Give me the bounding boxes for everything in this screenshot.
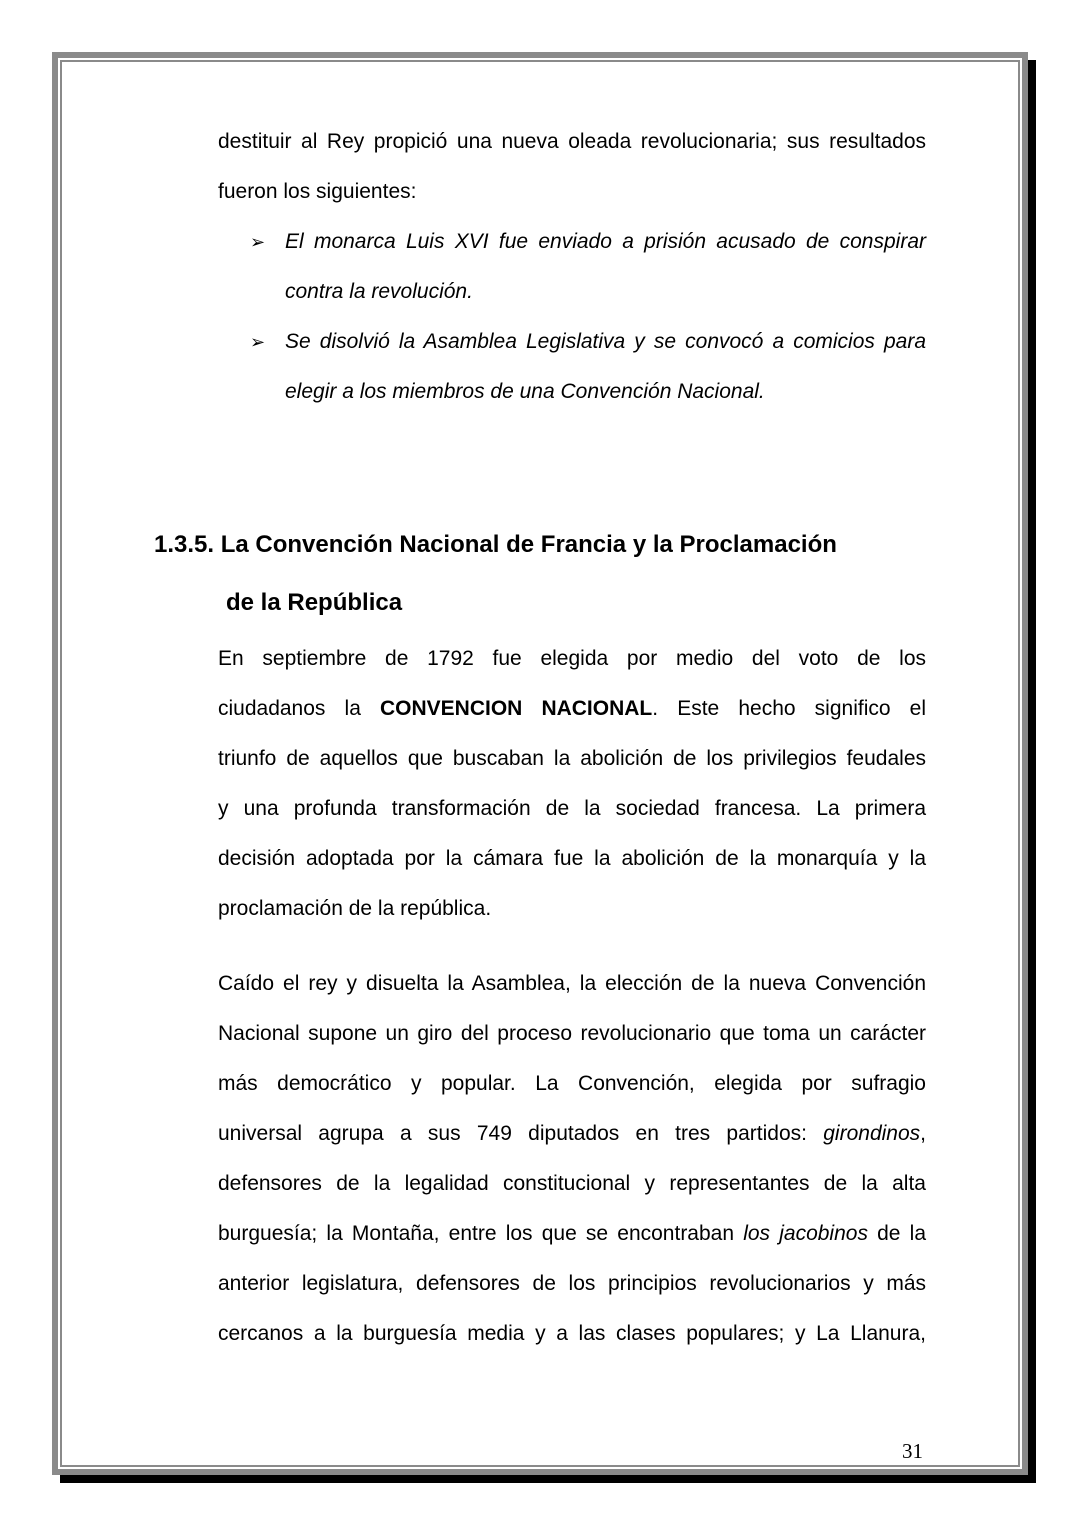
paragraph-1-line-4: y una profunda transformación de la sociedad francesa. La primera bbox=[218, 797, 926, 820]
section-number: 1.3.5. bbox=[154, 531, 215, 558]
paragraph-2-line-4 bbox=[218, 1121, 926, 1147]
section-title-line-1: La Convención Nacional de Francia y la Proclamación bbox=[220, 531, 837, 558]
text-run: burguesía; la Montaña, entre los que se encontraban bbox=[218, 1222, 744, 1245]
bullet-2-text-line-2: elegir a los miembros de una Convención Nacional. bbox=[285, 380, 765, 403]
text-run: de la bbox=[867, 1222, 926, 1245]
arrowhead-bullet-icon: ➢ bbox=[250, 332, 266, 352]
bullet-item-1 bbox=[250, 229, 926, 255]
paragraph-1-line-6: proclamación de la república. bbox=[218, 897, 492, 920]
italic-term-jacobinos: los jacobinos bbox=[743, 1222, 868, 1245]
text-run: , bbox=[920, 1122, 926, 1145]
bullet-item-2 bbox=[250, 329, 926, 355]
page-number: 31 bbox=[902, 1439, 923, 1463]
paragraph-1-line-2 bbox=[218, 696, 926, 722]
intro-line-1: destituir al Rey propició una nueva oleada revolucionaria; sus resultados bbox=[218, 130, 926, 153]
text-run: ciudadanos la bbox=[218, 697, 380, 720]
bold-term-convencion-nacional: CONVENCION NACIONAL bbox=[379, 697, 653, 720]
paragraph-1-line-5: decisión adoptada por la cámara fue la abolición de la monarquía y la bbox=[218, 847, 926, 870]
arrowhead-bullet-icon: ➢ bbox=[250, 232, 266, 252]
paragraph-2-line-3: más democrático y popular. La Convención, elegida por sufragio bbox=[218, 1072, 926, 1095]
intro-line-2: fueron los siguientes: bbox=[218, 180, 417, 203]
section-heading bbox=[154, 530, 837, 560]
paragraph-2-line-5: defensores de la legalidad constitucional y representantes de la alta bbox=[218, 1172, 926, 1195]
section-title-line-2: de la República bbox=[226, 589, 403, 616]
paragraph-2-line-8: cercanos a la burguesía media y a las clases populares; y La Llanura, bbox=[218, 1322, 926, 1345]
paragraph-2-line-1: Caído el rey y disuelta la Asamblea, la elección de la nueva Convención bbox=[218, 972, 926, 995]
paragraph-1-line-3: triunfo de aquellos que buscaban la abolición de los privilegios feudales bbox=[218, 747, 926, 770]
text-run: universal agrupa a sus 749 diputados en tres partidos: bbox=[218, 1122, 824, 1145]
paragraph-2-line-2: Nacional supone un giro del proceso revolucionario que toma un carácter bbox=[218, 1022, 926, 1045]
paragraph-2-line-6 bbox=[218, 1221, 926, 1247]
bullet-2-text-line-1: Se disolvió la Asamblea Legislativa y se convocó a comicios para bbox=[285, 330, 926, 353]
italic-term-girondinos: girondinos bbox=[823, 1122, 921, 1145]
bullet-1-text-line-2: contra la revolución. bbox=[285, 280, 473, 303]
bullet-1-text-line-1: El monarca Luis XVI fue enviado a prisión acusado de conspirar bbox=[285, 230, 926, 253]
paragraph-2-line-7: anterior legislatura, defensores de los principios revolucionarios y más bbox=[218, 1272, 926, 1295]
paragraph-1-line-1: En septiembre de 1792 fue elegida por medio del voto de los bbox=[218, 647, 926, 670]
text-run: . Este hecho significo el bbox=[652, 697, 926, 720]
